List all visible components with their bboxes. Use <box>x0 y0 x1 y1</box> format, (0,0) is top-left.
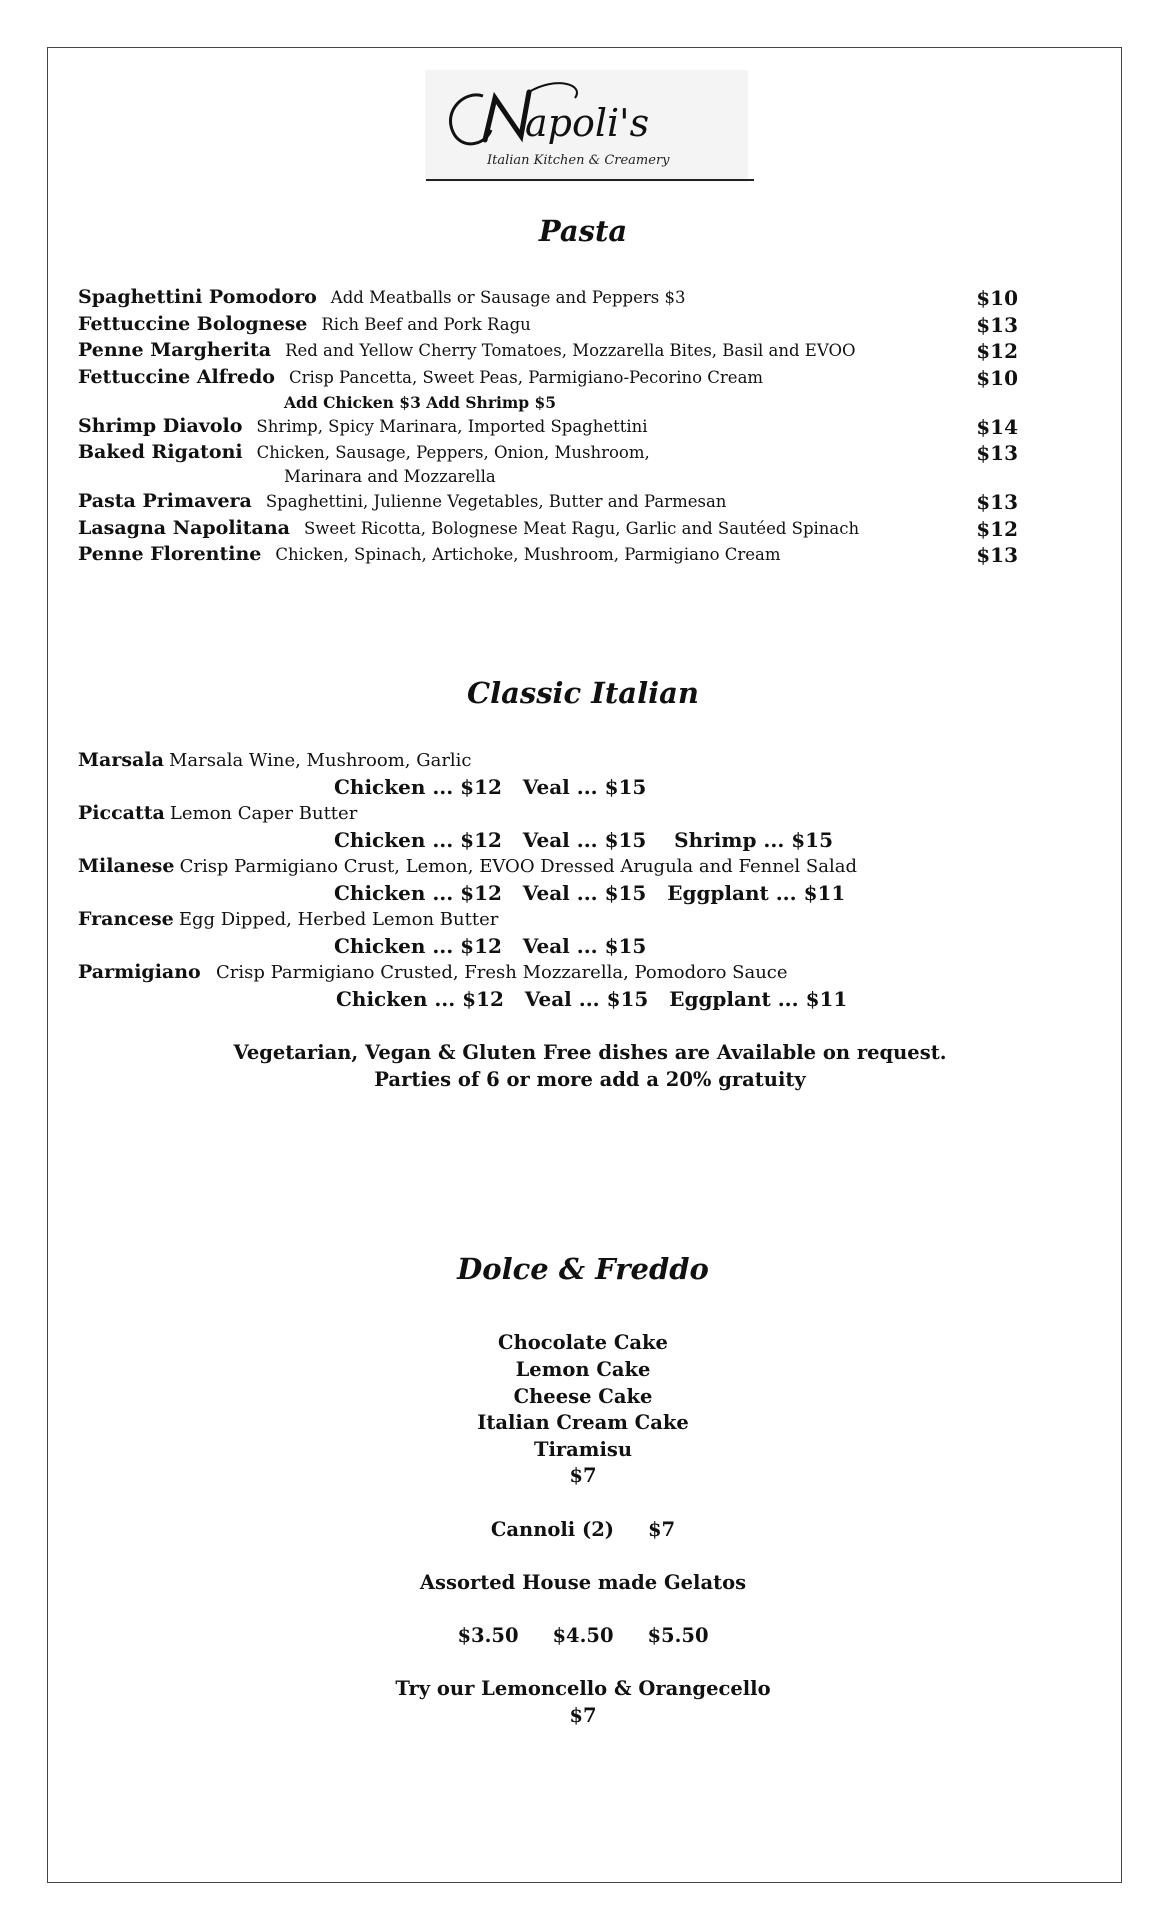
cannoli-item: Cannoli (2) $7 <box>490 1518 676 1541</box>
dessert-item: Lemon Cake <box>515 1358 651 1381</box>
item-description: Chicken, Sausage, Peppers, Onion, Mushroom, <box>256 443 650 462</box>
pasta-section-title: Pasta <box>538 214 628 248</box>
gelato-item: Assorted House made Gelatos <box>419 1571 747 1594</box>
dolce-section-title: Dolce & Freddo <box>457 1252 709 1286</box>
item-prices: Chicken ... $12 Veal ... $15 <box>334 775 647 799</box>
logo-underline <box>426 179 754 181</box>
item-price: $12 <box>976 339 1018 363</box>
item-name: Pasta Primavera <box>78 490 252 512</box>
item-name: Milanese <box>78 855 175 877</box>
item-name: Parmigiano <box>78 961 201 983</box>
item-price: $13 <box>976 441 1018 465</box>
item-description: Chicken, Spinach, Artichoke, Mushroom, Parmigiano Cream <box>275 545 781 564</box>
item-description: Lemon Caper Butter <box>169 803 358 824</box>
item-description: Crisp Parmigiano Crusted, Fresh Mozzarella, Pomodoro Sauce <box>216 962 788 983</box>
dessert-item: Tiramisu <box>533 1438 633 1461</box>
item-description: Shrimp, Spicy Marinara, Imported Spaghettini <box>256 417 648 436</box>
item-price: $10 <box>976 366 1018 390</box>
item-prices: Chicken ... $12 Veal ... $15 Eggplant ... $11 <box>336 987 848 1011</box>
dietary-note: Vegetarian, Vegan & Gluten Free dishes are Available on request. <box>233 1041 947 1064</box>
item-price: $10 <box>976 286 1018 310</box>
item-name: Penne Florentine <box>78 543 262 565</box>
item-description: Sweet Ricotta, Bolognese Meat Ragu, Garlic and Sautéed Spinach <box>304 519 860 538</box>
item-description: Egg Dipped, Herbed Lemon Butter <box>178 909 499 930</box>
item-prices: Chicken ... $12 Veal ... $15 <box>334 934 647 958</box>
menu-item <box>78 543 781 565</box>
liqueur-item: Try our Lemoncello & Orangecello <box>395 1677 771 1700</box>
menu-item <box>78 749 472 771</box>
svg-text:apoli's: apoli's <box>525 101 650 145</box>
menu-item <box>78 908 498 930</box>
menu-item <box>78 441 650 463</box>
item-description: Crisp Pancetta, Sweet Peas, Parmigiano-Pecorino Cream <box>288 368 764 387</box>
dessert-item: Italian Cream Cake <box>477 1411 689 1434</box>
item-name: Marsala <box>78 749 164 771</box>
item-name: Penne Margherita <box>78 339 272 361</box>
item-name: Fettuccine Bolognese <box>78 313 308 335</box>
napolis-logo <box>425 70 748 182</box>
item-price: $12 <box>976 517 1018 541</box>
item-price: $13 <box>976 490 1018 514</box>
item-price: $13 <box>976 313 1018 337</box>
gratuity-note: Parties of 6 or more add a 20% gratuity <box>374 1068 806 1091</box>
item-description: Spaghettini, Julienne Vegetables, Butter and Parmesan <box>265 492 727 511</box>
menu-item <box>78 517 859 539</box>
item-description-continued: Marinara and Mozzarella <box>284 467 496 486</box>
liqueur-price: $7 <box>569 1704 597 1727</box>
item-description: Rich Beef and Pork Ragu <box>321 315 531 334</box>
menu-item <box>78 339 856 361</box>
svg-text:Italian Kitchen & Creamery: Italian Kitchen & Creamery <box>487 153 670 168</box>
menu-item <box>78 415 648 437</box>
menu-item <box>78 286 685 308</box>
gelato-prices: $3.50 $4.50 $5.50 <box>457 1624 709 1647</box>
menu-item <box>78 802 357 824</box>
menu-item <box>78 366 763 388</box>
item-name: Shrimp Diavolo <box>78 415 243 437</box>
item-name: Piccatta <box>78 802 165 824</box>
dessert-item: Cheese Cake <box>513 1385 653 1408</box>
item-prices: Chicken ... $12 Veal ... $15 Shrimp ... $15 <box>334 828 834 852</box>
item-description: Add Meatballs or Sausage and Peppers $3 <box>330 288 686 307</box>
item-name: Lasagna Napolitana <box>78 517 290 539</box>
menu-item <box>78 313 531 335</box>
item-name: Francese <box>78 908 174 930</box>
menu-item <box>78 490 726 512</box>
item-description: Crisp Parmigiano Crust, Lemon, EVOO Dressed Arugula and Fennel Salad <box>179 856 857 877</box>
item-name: Spaghettini Pomodoro <box>78 286 317 308</box>
item-description: Red and Yellow Cherry Tomatoes, Mozzarella Bites, Basil and EVOO <box>285 341 856 360</box>
menu-item <box>78 961 788 983</box>
item-name: Baked Rigatoni <box>78 441 243 463</box>
item-name: Fettuccine Alfredo <box>78 366 275 388</box>
item-prices: Chicken ... $12 Veal ... $15 Eggplant ... $11 <box>334 881 846 905</box>
item-addon: Add Chicken $3 Add Shrimp $5 <box>284 393 557 412</box>
dessert-item: Chocolate Cake <box>498 1331 668 1354</box>
classic-italian-section-title: Classic Italian <box>467 676 699 710</box>
menu-item <box>78 855 857 877</box>
cake-price: $7 <box>569 1464 597 1487</box>
item-price: $14 <box>976 415 1018 439</box>
item-description: Marsala Wine, Mushroom, Garlic <box>168 750 472 771</box>
item-price: $13 <box>976 543 1018 567</box>
